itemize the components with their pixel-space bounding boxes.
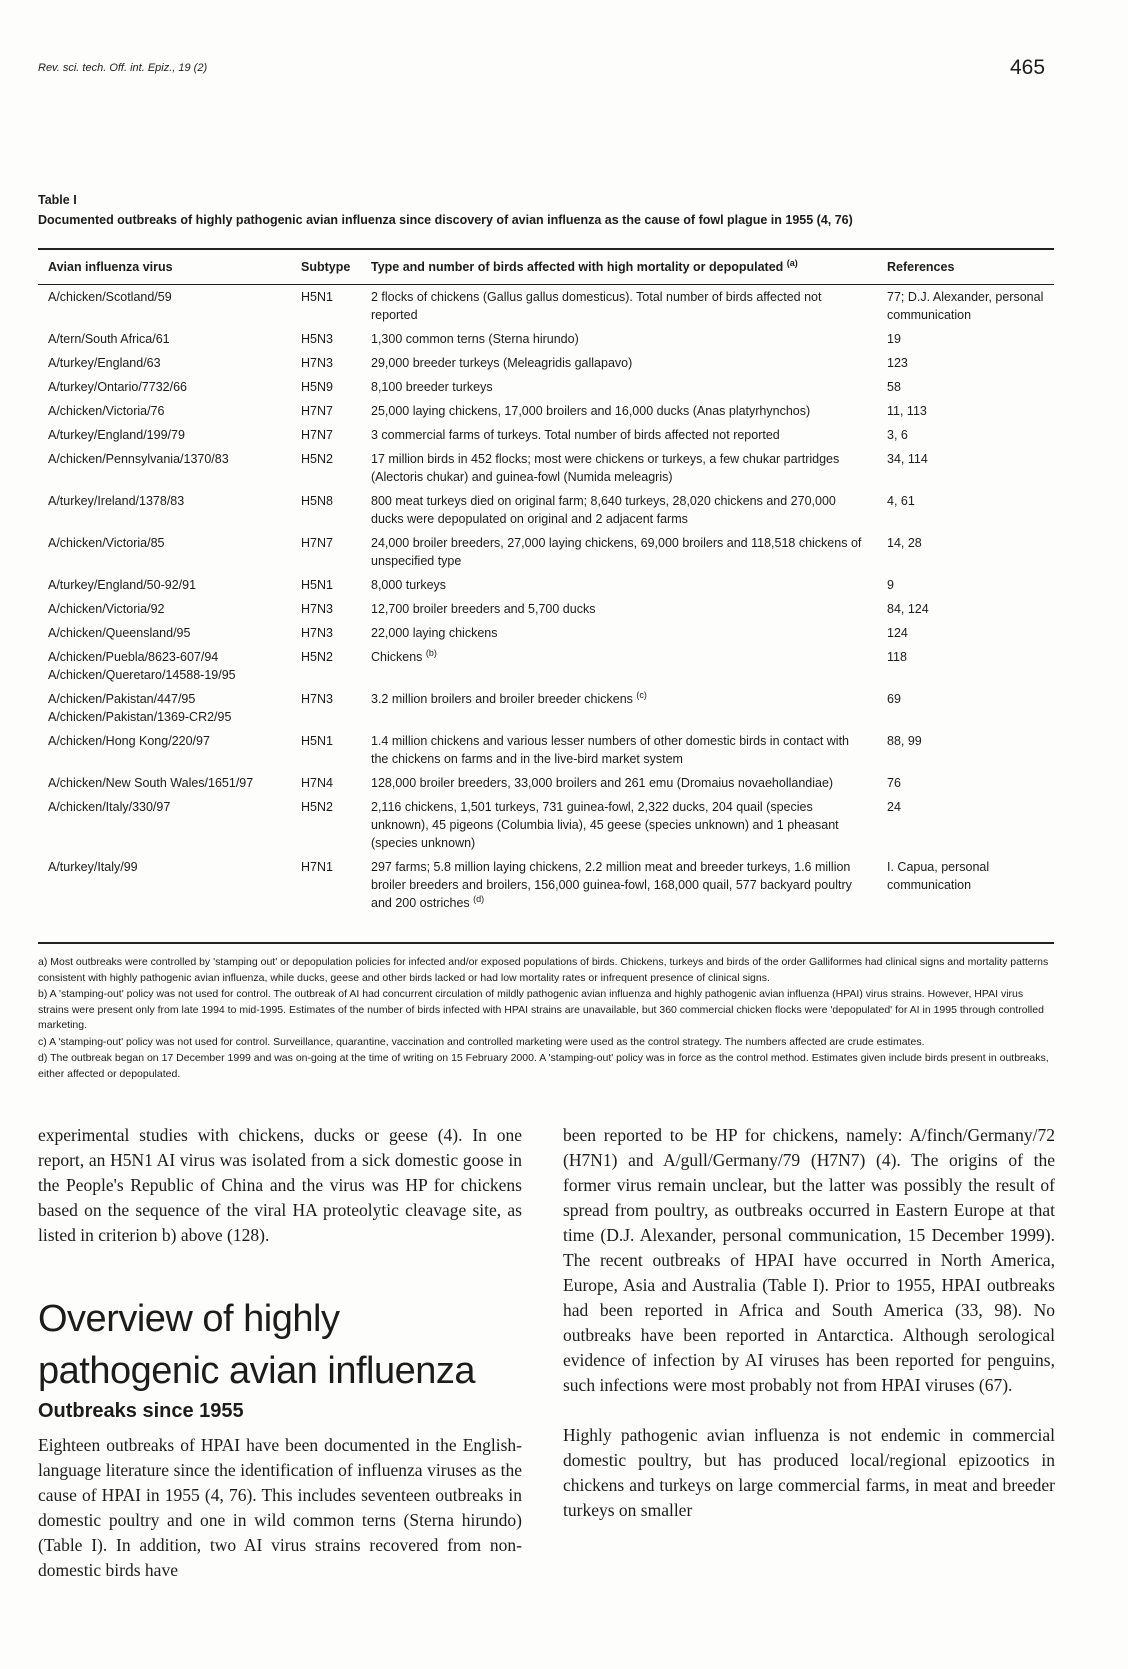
cell-references: 84, 124	[887, 602, 929, 616]
cell-virus	[38, 399, 291, 423]
footnote-c: c) A 'stamping-out' policy was not used for control. Surveillance, quarantine, vaccination and controlled marketing were used as the control strategy. The numbers affected are crude estimates.	[38, 1035, 925, 1048]
cell-birds	[361, 327, 877, 351]
cell-references: 123	[887, 356, 908, 370]
column-header-subtype: Subtype	[301, 260, 351, 274]
cell-subtype: H7N7	[301, 536, 333, 550]
cell-subtype: H7N4	[301, 776, 333, 790]
cell-virus	[38, 855, 291, 915]
cell-birds	[361, 729, 877, 771]
cell-virus	[38, 285, 291, 328]
cell-birds	[361, 351, 877, 375]
table-bottom-rule	[38, 942, 1054, 944]
right-column	[563, 1123, 1055, 1523]
cell-virus	[38, 729, 291, 771]
cell-references: 24	[887, 800, 901, 814]
birds-text: 2 flocks of chickens (Gallus gallus domesticus). Total number of birds affected not reported	[371, 290, 822, 322]
cell-subtype: H5N1	[301, 290, 333, 304]
running-head: Rev. sci. tech. Off. int. Epiz., 19 (2)	[38, 62, 208, 74]
cell-virus	[38, 771, 291, 795]
cell-birds	[361, 645, 877, 687]
cell-virus	[38, 375, 291, 399]
table-row	[38, 687, 1054, 729]
virus-name: A/chicken/Queensland/95	[48, 626, 191, 640]
birds-note: (d)	[473, 893, 485, 904]
table-label: Table I	[38, 193, 77, 207]
cell-virus	[38, 597, 291, 621]
cell-virus	[38, 573, 291, 597]
subsection-heading: Outbreaks since 1955	[38, 1400, 244, 1422]
cell-subtype: H5N3	[301, 332, 333, 346]
column-header-birds-note: (a)	[786, 257, 798, 268]
cell-references: 124	[887, 626, 908, 640]
cell-birds	[361, 687, 877, 729]
table-row	[38, 855, 1054, 915]
cell-references: 11, 113	[887, 404, 927, 418]
birds-text: 22,000 laying chickens	[371, 626, 498, 640]
cell-birds	[361, 771, 877, 795]
cell-virus	[38, 327, 291, 351]
cell-birds	[361, 447, 877, 489]
column-header-birds	[361, 254, 877, 285]
cell-references: 3, 6	[887, 428, 908, 442]
table-row	[38, 423, 1054, 447]
cell-subtype: H5N8	[301, 494, 333, 508]
cell-birds	[361, 285, 877, 328]
virus-name: A/chicken/Victoria/92	[48, 602, 165, 616]
birds-text: 800 meat turkeys died on original farm; 8,640 turkeys, 28,020 chickens and 270,000 ducks were depopulated on original and 2 adjacent farms	[371, 494, 836, 526]
cell-birds	[361, 531, 877, 573]
section-heading: Overview of highly pathogenic avian influenza	[38, 1298, 476, 1392]
table-row	[38, 447, 1054, 489]
footnote-b: b) A 'stamping-out' policy was not used for control. The outbreak of AI had concurrent circulation of mildly pathogenic avian influenza and highly pathogenic avian influenza (HPAI) virus strains. However, HPAI virus strains were present only from late 1994 to mid-1995. Estimates of the number of birds infected with HPAI strains are unavailable, but 360 commercial chicken flocks were 'depopulated' for AI in 1995 through controlled marketing.	[38, 988, 1044, 1031]
birds-text: 24,000 broiler breeders, 27,000 laying chickens, 69,000 broilers and 118,518 chickens of unspecified type	[371, 536, 862, 568]
cell-subtype: H5N2	[301, 452, 333, 466]
cell-subtype: H7N3	[301, 356, 333, 370]
virus-name: A/turkey/England/50-92/91	[48, 578, 197, 592]
table-row	[38, 645, 1054, 687]
birds-text: 128,000 broiler breeders, 33,000 broilers and 261 emu (Dromaius novaehollandiae)	[371, 776, 834, 790]
cell-subtype: H5N9	[301, 380, 333, 394]
column-header-birds-label: Type and number of birds affected with high mortality or depopulated	[371, 260, 784, 274]
birds-text: 25,000 laying chickens, 17,000 broilers and 16,000 ducks (Anas platyrhynchos)	[371, 404, 811, 418]
virus-name: A/chicken/Hong Kong/220/97	[48, 734, 210, 748]
body-paragraph: been reported to be HP for chickens, namely: A/finch/Germany/72 (H7N1) and A/gull/Germany/79 (H7N7) (4). The origins of the former virus remain unclear, but the latter was possibly the result of spread from poultry, as outbreaks occurred in Eastern Europe at that time (D.J. Alexander, personal communication, 15 December 1999). The recent outbreaks of HPAI have occurred in North America, Europe, Asia and Australia (Table I). Prior to 1955, HPAI outbreaks had been reported in Africa and South America (33, 98). No outbreaks have been reported in Antarctica. Although serological evidence of infection by AI viruses has been reported for penguins, such infections were most probably not from HPAI viruses (67).	[563, 1125, 1055, 1395]
cell-birds	[361, 489, 877, 531]
birds-text: 1.4 million chickens and various lesser numbers of other domestic birds in contact with the chickens on farms and in the live-bird market system	[371, 734, 849, 766]
table-caption	[38, 190, 1068, 230]
virus-name: A/chicken/Pakistan/447/95	[48, 692, 196, 706]
table-row	[38, 399, 1054, 423]
cell-references: 4, 61	[887, 494, 915, 508]
virus-name: A/turkey/Ontario/7732/66	[48, 380, 187, 394]
table-row	[38, 375, 1054, 399]
cell-virus	[38, 795, 291, 855]
cell-birds	[361, 399, 877, 423]
body-paragraph: experimental studies with chickens, ducks or geese (4). In one report, an H5N1 AI virus was isolated from a sick domestic goose in the People's Republic of China and the virus was HP for chickens based on the sequence of the viral HA proteolytic cleavage site, as listed in criterion b) above (128).	[38, 1125, 522, 1245]
cell-subtype: H7N3	[301, 626, 333, 640]
table-top-rule	[38, 248, 1054, 250]
birds-text: 29,000 breeder turkeys (Meleagridis gallapavo)	[371, 356, 633, 370]
birds-note: (b)	[425, 647, 437, 658]
table-header-row	[38, 254, 1054, 285]
cell-references: 76	[887, 776, 901, 790]
virus-name: A/tern/South Africa/61	[48, 332, 170, 346]
cell-virus	[38, 621, 291, 645]
table-row	[38, 771, 1054, 795]
cell-birds	[361, 621, 877, 645]
table-row	[38, 621, 1054, 645]
virus-name: A/turkey/England/199/79	[48, 428, 185, 442]
cell-birds	[361, 597, 877, 621]
column-header-virus: Avian influenza virus	[48, 260, 173, 274]
table-row	[38, 285, 1054, 328]
left-column-bottom	[38, 1433, 522, 1583]
virus-name: A/chicken/Scotland/59	[48, 290, 172, 304]
table-row	[38, 489, 1054, 531]
cell-subtype: H5N1	[301, 734, 333, 748]
page-number: 465	[1010, 56, 1046, 79]
cell-virus	[38, 351, 291, 375]
virus-name: A/chicken/Victoria/85	[48, 536, 165, 550]
virus-name: A/chicken/Pennsylvania/1370/83	[48, 452, 229, 466]
cell-references: 118	[887, 650, 907, 664]
cell-virus	[38, 687, 291, 729]
cell-references: 14, 28	[887, 536, 922, 550]
cell-references: 34, 114	[887, 452, 928, 466]
cell-virus	[38, 489, 291, 531]
birds-text: 3 commercial farms of turkeys. Total number of birds affected not reported	[371, 428, 780, 442]
cell-subtype: H7N1	[301, 860, 333, 874]
cell-references: 88, 99	[887, 734, 922, 748]
birds-text: 17 million birds in 452 flocks; most were chickens or turkeys, a few chukar partridges (Alectoris chukar) and guinea-fowl (Numida meleagris)	[371, 452, 840, 484]
cell-birds	[361, 375, 877, 399]
table-row	[38, 351, 1054, 375]
cell-birds	[361, 855, 877, 915]
table-title: Documented outbreaks of highly pathogenic avian influenza since discovery of avian influenza as the cause of fowl plague in 1955 (4, 76)	[38, 213, 853, 227]
virus-name: A/turkey/Ireland/1378/83	[48, 494, 185, 508]
birds-text: 8,000 turkeys	[371, 578, 447, 592]
cell-subtype: H7N7	[301, 404, 333, 418]
table-row	[38, 327, 1054, 351]
cell-references: 19	[887, 332, 901, 346]
birds-text: 1,300 common terns (Sterna hirundo)	[371, 332, 579, 346]
cell-virus	[38, 423, 291, 447]
virus-name: A/chicken/New South Wales/1651/97	[48, 776, 254, 790]
left-column-top	[38, 1123, 522, 1248]
footnote-a: a) Most outbreaks were controlled by 'stamping out' or depopulation policies for infected and/or exposed populations of birds. Chickens, turkeys and birds of the order Galliformes had clinical signs and mortality patterns consistent with highly pathogenic avian influenza, while ducks, geese and other birds lacked or had low mortality rates or infrequent presence of clinical signs.	[38, 956, 1049, 984]
birds-text: 297 farms; 5.8 million laying chickens, 2.2 million meat and breeder turkeys, 1.6 million broiler breeders and broilers, 156,000 guinea-fowl, 168,000 quail, 577 backyard poultry and 200 ostriches	[371, 860, 852, 910]
table-row	[38, 795, 1054, 855]
table-footnotes	[38, 955, 1056, 1083]
cell-subtype: H7N7	[301, 428, 333, 442]
birds-text: 3.2 million broilers and broiler breeder chickens	[371, 692, 633, 706]
table-body	[38, 285, 1054, 916]
body-paragraph: Highly pathogenic avian influenza is not endemic in commercial domestic poultry, but has produced local/regional epizootics in chickens and turkeys on large commercial farms, in meat and breeder turkeys on smaller	[563, 1425, 1055, 1520]
table-row	[38, 531, 1054, 573]
table-row	[38, 597, 1054, 621]
outbreaks-table	[38, 254, 1054, 915]
cell-references: 9	[887, 578, 894, 592]
cell-references: 77; D.J. Alexander, personal communication	[887, 290, 1044, 322]
birds-text: 8,100 breeder turkeys	[371, 380, 493, 394]
cell-subtype: H5N2	[301, 800, 333, 814]
virus-name: A/turkey/Italy/99	[48, 860, 138, 874]
cell-references: 58	[887, 380, 901, 394]
cell-references: I. Capua, personal communication	[887, 860, 990, 892]
virus-name-secondary: A/chicken/Queretaro/14588-19/95	[48, 668, 236, 682]
birds-note: (c)	[636, 689, 647, 700]
cell-subtype: H5N2	[301, 650, 333, 664]
virus-name-secondary: A/chicken/Pakistan/1369-CR2/95	[48, 710, 232, 724]
virus-name: A/chicken/Puebla/8623-607/94	[48, 650, 219, 664]
column-header-references: References	[887, 260, 955, 274]
cell-subtype: H5N1	[301, 578, 333, 592]
cell-birds	[361, 573, 877, 597]
cell-subtype: H7N3	[301, 692, 333, 706]
cell-birds	[361, 795, 877, 855]
body-paragraph: Eighteen outbreaks of HPAI have been documented in the English-language literature since the identification of influenza viruses as the cause of HPAI in 1955 (4, 76). This includes seventeen outbreaks in domestic poultry and one in wild common terns (Sterna hirundo) (Table I). In addition, two AI virus strains recovered from non-domestic birds have	[38, 1435, 522, 1580]
virus-name: A/chicken/Victoria/76	[48, 404, 165, 418]
cell-birds	[361, 423, 877, 447]
table-row	[38, 573, 1054, 597]
cell-virus	[38, 645, 291, 687]
cell-virus	[38, 531, 291, 573]
cell-virus	[38, 447, 291, 489]
virus-name: A/turkey/England/63	[48, 356, 161, 370]
footnote-d: d) The outbreak began on 17 December 1999 and was on-going at the time of writing on 15 February 2000. A 'stamping-out' policy was in force as the control method. Estimates given include birds present in outbreaks, either affected or depopulated.	[38, 1052, 1049, 1080]
birds-text: 2,116 chickens, 1,501 turkeys, 731 guinea-fowl, 2,322 ducks, 204 quail (species unknown), 45 pigeons (Columbia livia), 45 geese (species unknown) and 1 pheasant (species unknown)	[371, 800, 839, 850]
birds-text: 12,700 broiler breeders and 5,700 ducks	[371, 602, 596, 616]
cell-references: 69	[887, 692, 901, 706]
cell-subtype: H7N3	[301, 602, 333, 616]
table-row	[38, 729, 1054, 771]
virus-name: A/chicken/Italy/330/97	[48, 800, 171, 814]
birds-text: Chickens	[371, 650, 423, 664]
